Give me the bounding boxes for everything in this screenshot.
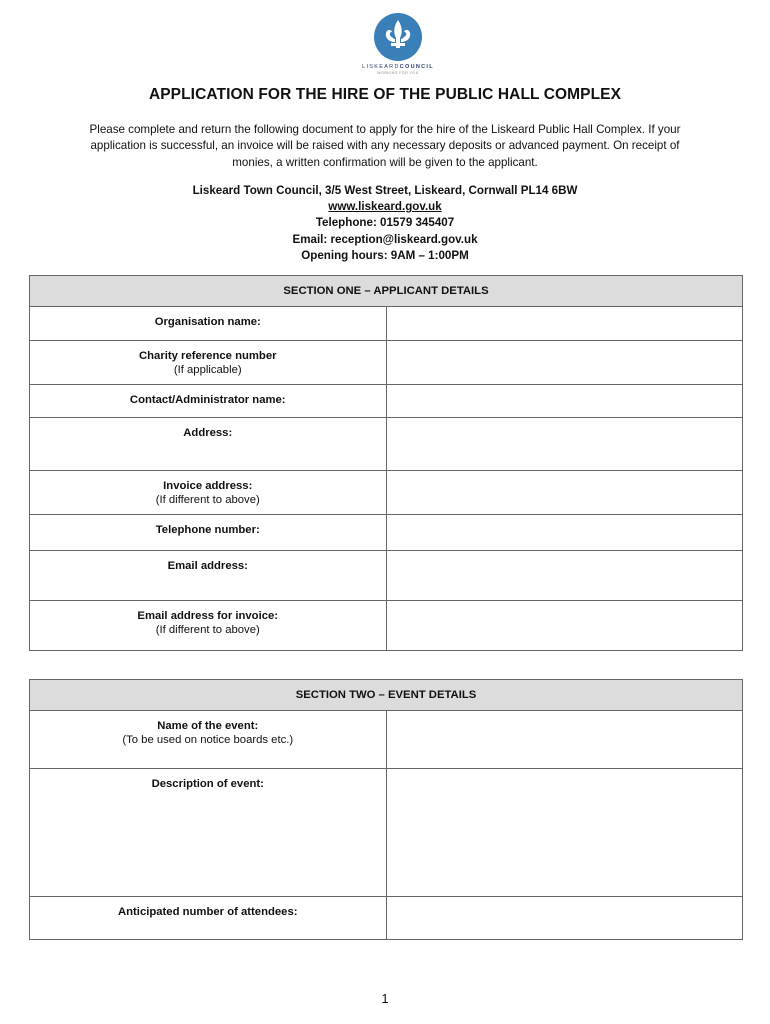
logo-tagline: WORKING FOR YOU	[377, 71, 419, 75]
contact-details	[0, 183, 770, 264]
intro-line: Please complete and return the following document to apply for the hire of the Liskeard Public Hall Complex. If your	[89, 123, 681, 136]
section-one-heading: SECTION ONE – APPLICANT DETAILS	[30, 276, 743, 307]
organisation-name-field[interactable]	[386, 307, 743, 341]
field-label: Description of event:	[30, 769, 387, 897]
council-logo	[358, 12, 438, 75]
opening-hours: Opening hours: 9AM – 1:00PM	[301, 248, 469, 262]
invoice-email-field[interactable]	[386, 601, 743, 651]
field-label: Email address for invoice: (If different to above)	[30, 601, 387, 651]
field-label: Contact/Administrator name:	[30, 385, 387, 418]
telephone: Telephone: 01579 345407	[315, 216, 455, 230]
page-title: APPLICATION FOR THE HIRE OF THE PUBLIC HALL COMPLEX	[148, 86, 622, 103]
attendees-field[interactable]	[386, 897, 743, 940]
charity-reference-field[interactable]	[386, 341, 743, 385]
intro-paragraph	[52, 122, 718, 171]
website-link[interactable]: www.liskeard.gov.uk	[328, 200, 442, 214]
intro-line: monies, a written confirmation will be given to the applicant.	[232, 155, 538, 169]
fleur-de-lis-icon	[373, 12, 423, 62]
applicant-details-table	[29, 275, 743, 651]
event-details-table	[29, 679, 743, 940]
council-address: Liskeard Town Council, 3/5 West Street, Liskeard, Cornwall PL14 6BW	[192, 184, 578, 197]
intro-line: application is successful, an invoice will be raised with any necessary deposits or advanced payment. On receipt of	[90, 139, 680, 153]
email: Email: reception@liskeard.gov.uk	[292, 232, 478, 246]
field-label: Invoice address: (If different to above)	[30, 471, 387, 515]
section-two-heading: SECTION TWO – EVENT DETAILS	[30, 680, 743, 711]
page-number: 1	[381, 991, 389, 1006]
email-field[interactable]	[386, 551, 743, 601]
contact-name-field[interactable]	[386, 385, 743, 418]
field-label: Address:	[30, 418, 387, 471]
telephone-field[interactable]	[386, 515, 743, 551]
logo-wordmark: LISKEARDCOUNCIL	[362, 64, 434, 70]
field-label: Anticipated number of attendees:	[30, 897, 387, 940]
invoice-address-field[interactable]	[386, 471, 743, 515]
field-label: Charity reference number (If applicable)	[30, 341, 387, 385]
event-description-field[interactable]	[386, 769, 743, 897]
address-field[interactable]	[386, 418, 743, 471]
field-label: Name of the event: (To be used on notice boards etc.)	[30, 711, 387, 769]
field-label: Email address:	[30, 551, 387, 601]
field-label: Organisation name:	[30, 307, 387, 341]
field-label: Telephone number:	[30, 515, 387, 551]
event-name-field[interactable]	[386, 711, 743, 769]
